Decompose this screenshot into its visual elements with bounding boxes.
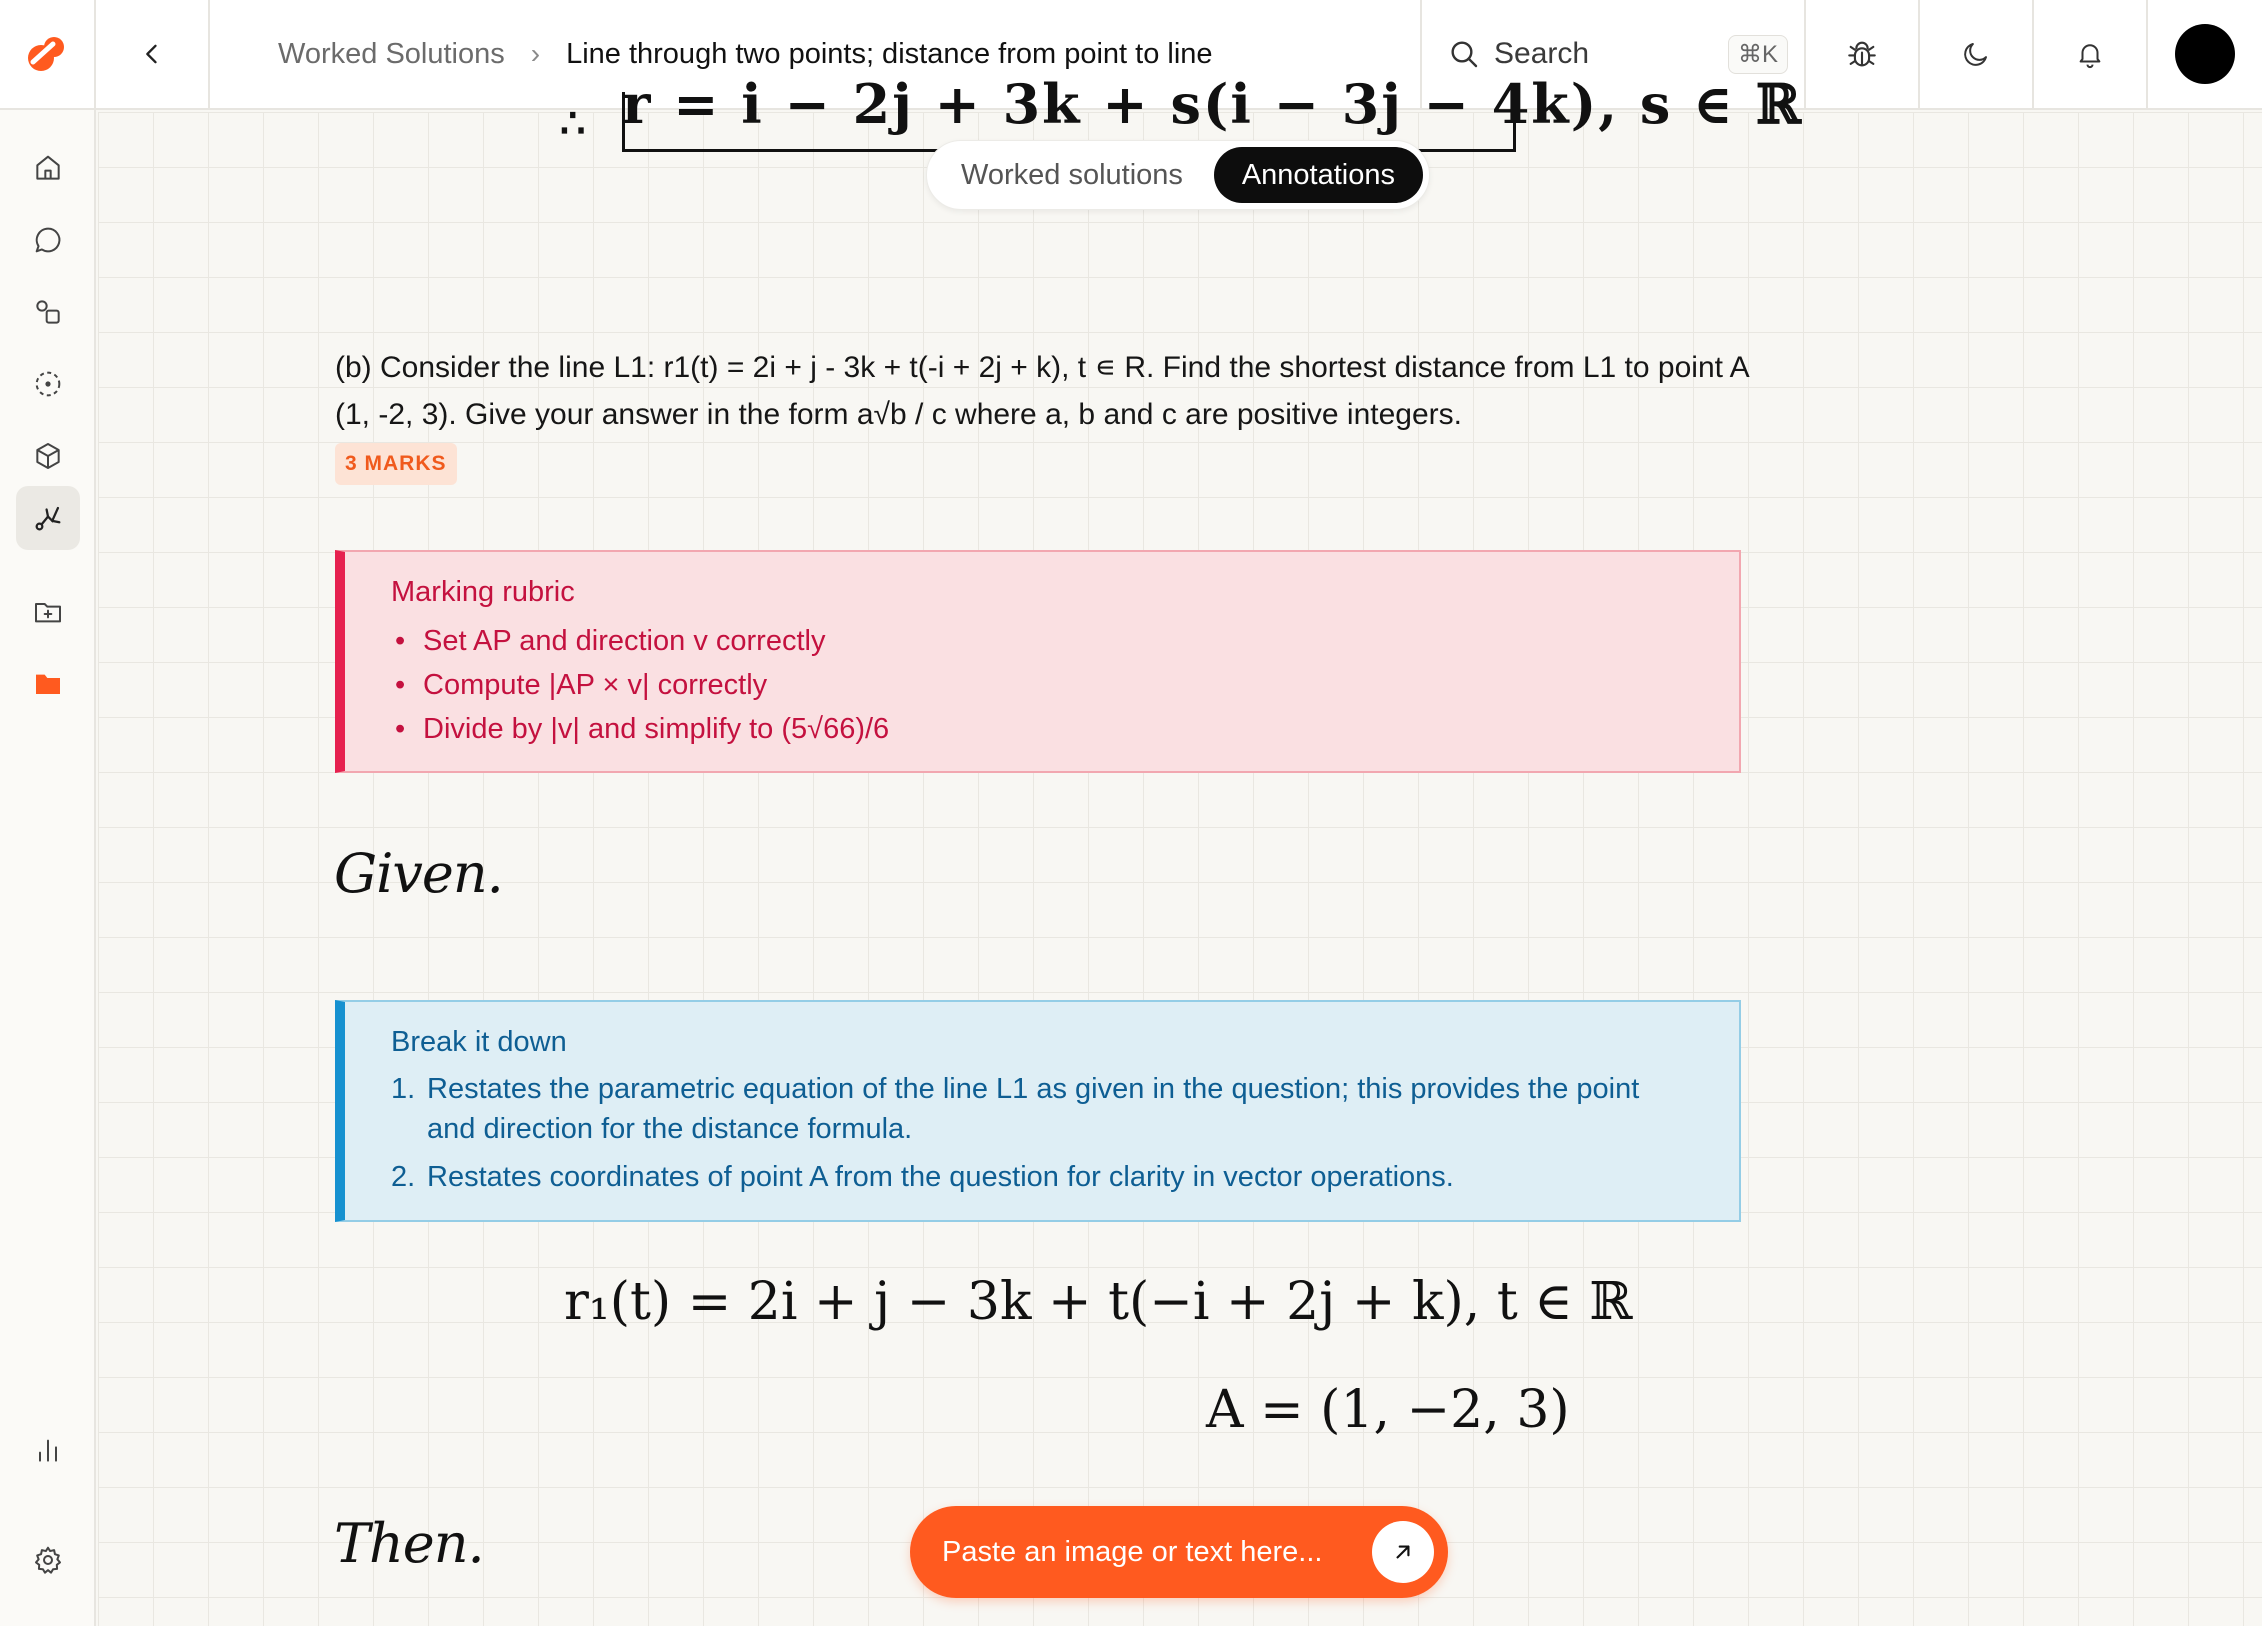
tab-annotations[interactable]: Annotations [1214,147,1423,203]
graph-icon [31,501,65,535]
breadcrumb-parent[interactable]: Worked Solutions [278,37,505,70]
sidebar-item-folder[interactable] [16,652,80,716]
submit-button[interactable] [1372,1521,1434,1583]
point-equation: A = (1, −2, 3) [1206,1380,1570,1440]
shapes-icon [32,296,64,328]
rubric-item: • Set AP and direction v correctly [391,619,1693,663]
breadcrumb-separator: › [530,38,541,69]
previous-answer-equation: r = i − 2j + 3k + s(i − 3j − 4k), s ∈ ℝ [622,72,1803,136]
therefore-symbol: ∴ [560,100,586,147]
bug-report-button[interactable] [1806,0,1920,108]
cube-icon [32,440,64,472]
solution-canvas[interactable] [98,72,2262,1626]
tab-worked-solutions[interactable]: Worked solutions [961,158,1183,191]
rubric-item: • Divide by |v| and simplify to (5√66)/6 [391,707,1693,751]
handwritten-then: Then. [334,1512,484,1575]
logo-icon [23,30,71,78]
arrow-up-right-icon [1390,1539,1416,1565]
app-logo[interactable] [0,0,96,108]
rubric-title: Marking rubric [391,576,575,608]
breakdown-item-text: Restates the parametric equation of the line L1 as given in the question; this provides the point and direction for the distance formula. [427,1073,1640,1145]
sidebar-item-stats[interactable] [16,1418,80,1482]
add-folder-icon [32,596,64,628]
search-shortcut: ⌘K [1728,35,1788,74]
breakdown-item-text: Restates coordinates of point A from the question for clarity in vector operations. [427,1161,1454,1193]
home-icon [32,152,64,184]
breakdown-item-number: 2. [391,1161,416,1193]
breakdown-item-number: 1. [391,1073,416,1105]
sidebar-item-3d[interactable] [16,424,80,488]
dashed-circle-icon [32,368,64,400]
search-label: Search [1494,37,1590,70]
breakdown-item [391,1157,1693,1197]
paste-input[interactable] [910,1506,1448,1598]
bell-icon [2075,39,2105,69]
view-toggle [926,140,1430,210]
handwritten-given: Given. [334,842,503,905]
folder-icon [32,668,64,700]
theme-toggle-button[interactable] [1920,0,2034,108]
bug-icon [1845,37,1879,71]
sidebar-item-new-folder[interactable] [16,580,80,644]
marks-badge: 3 MARKS [335,443,457,485]
stats-icon [32,1434,64,1466]
settings-icon [32,1544,64,1576]
moon-icon [1961,39,1991,69]
chevron-left-icon [138,40,166,68]
sidebar-item-graph[interactable] [16,486,80,550]
question-text: (b) Consider the line L1: r1(t) = 2i + j - 3k + t(-i + 2j + k), t ∊ R. Find the shortest distance from L1 to point A (1, -2, 3). Give your answer in the form a√b / c where a, b and c are positive integers. [335,351,1749,431]
user-menu[interactable] [2148,0,2262,108]
breakdown-item [391,1069,1693,1149]
paste-placeholder[interactable]: Paste an image or text here... [942,1535,1323,1568]
search-icon [1448,38,1480,70]
break-it-down-box [335,1000,1741,1222]
marking-rubric [335,550,1741,773]
sidebar-item-home[interactable] [16,136,80,200]
breakdown-title: Break it down [391,1026,567,1058]
page-title: Line through two points; distance from point to line [566,37,1213,70]
sidebar-item-settings[interactable] [16,1528,80,1592]
line-equation: r₁(t) = 2i + j − 3k + t(−i + 2j + k), t ∈ ℝ [564,1272,1633,1332]
rubric-item: • Compute |AP × v| correctly [391,663,1693,707]
avatar [2175,24,2235,84]
sidebar-item-shapes[interactable] [16,280,80,344]
sidebar-item-focus[interactable] [16,352,80,416]
back-button[interactable] [96,0,210,108]
sidebar [0,110,96,1626]
notifications-button[interactable] [2034,0,2148,108]
chat-icon [32,224,64,256]
sidebar-item-chat[interactable] [16,208,80,272]
